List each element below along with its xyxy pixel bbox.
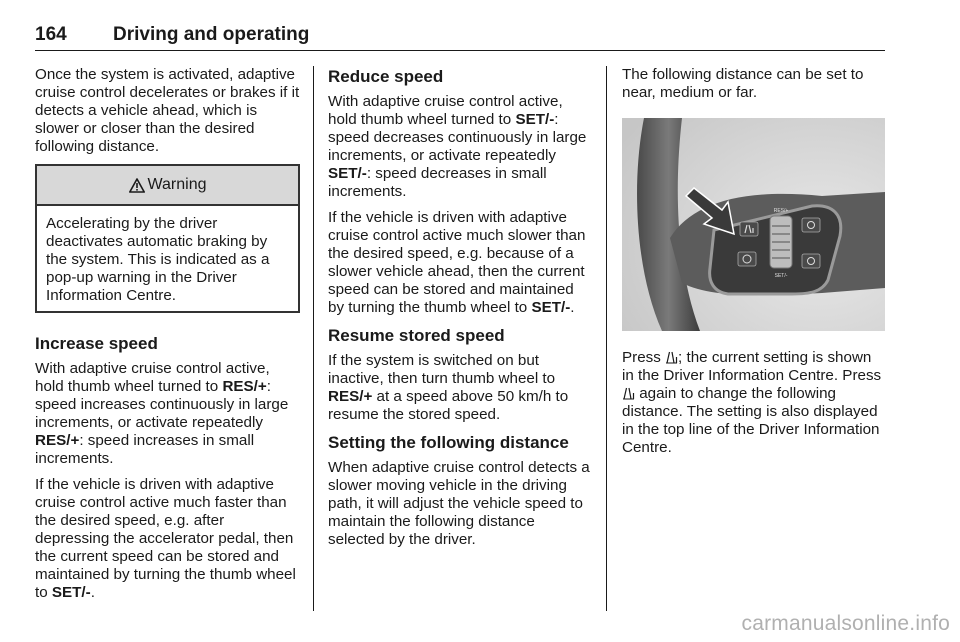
reduce-speed-p2: If the vehicle is driven with adaptive cruise control active much slower than the desired speed, e.g. because of a slower vehicle ahead, then the current speed can be stored and maintained by turning the thumb wheel to SET/-.: [328, 209, 586, 316]
header-rule: [35, 50, 885, 51]
reduce-speed-heading: Reduce speed: [328, 67, 444, 86]
following-distance-icon: [622, 386, 635, 400]
set-label: SET/-: [774, 273, 788, 279]
increase-speed-heading: Increase speed: [35, 334, 158, 353]
resume-speed-p1: If the system is switched on but inactive, then turn thumb wheel to RES/+ at a speed above 50 km/h to resume the stored speed.: [328, 352, 569, 423]
distance-button: [740, 222, 758, 236]
warning-text: Accelerating by the driver deactivates automatic braking by the system. This is indicated as a pop-up warning in the Driver Information Centre.: [46, 215, 270, 304]
res-label: RES/+: [773, 208, 789, 214]
cancel-button: [802, 254, 820, 268]
resume-speed-heading: Resume stored speed: [328, 326, 505, 345]
warning-header: [37, 166, 298, 206]
steering-wheel-image: [622, 118, 885, 331]
column-2: [328, 66, 593, 557]
increase-speed-p1: With adaptive cruise control active, hold thumb wheel turned to RES/+: speed increases continuously in large increments, or activate repeatedly RES/+: speed increases in small increments.: [35, 360, 289, 467]
page-number: 164: [35, 24, 67, 45]
distance-intro: The following distance can be set to near, medium or far.: [622, 66, 864, 101]
following-distance-heading: Setting the following distance: [328, 433, 569, 452]
watermark: carmanualsonline.info: [741, 612, 950, 635]
column-3: [622, 66, 887, 465]
column-divider-2: [606, 66, 607, 611]
following-distance-p1: When adaptive cruise control detects a slower moving vehicle in the driving path, it will adjust the vehicle speed to maintain the following distance selected by the driver.: [328, 459, 590, 548]
intro-paragraph: Once the system is activated, adaptive cruise control decelerates or brakes if it detects a vehicle ahead, which is slower or closer than the desired following distance.: [35, 66, 300, 155]
column-1: [35, 66, 300, 610]
section-title: Driving and operating: [113, 24, 310, 45]
page-header: [35, 24, 885, 50]
increase-speed-p2: If the vehicle is driven with adaptive cruise control active much faster than the desired speed, e.g. after depressing the accelerator pedal, then the current speed can be stored and maintained by turning the thumb wheel to SET/-.: [35, 476, 296, 601]
warning-icon: [129, 178, 145, 193]
following-distance-icon: [665, 350, 678, 364]
column-divider-1: [313, 66, 314, 611]
reduce-speed-p1: With adaptive cruise control active, hold thumb wheel turned to SET/-: speed decreases continuously in large increments, or activate repeatedly SET/-: speed decreases in small increments.: [328, 93, 587, 200]
warning-box: [35, 164, 300, 313]
limiter-button: [802, 218, 820, 232]
warning-title: Warning: [147, 176, 207, 193]
distance-instructions: Press ; the current setting is shown in the Driver Information Centre. Press again to change the following distance. The setting is also displayed in the top line of the Driver Information Centre.: [622, 349, 882, 456]
cruise-on-off-button: [738, 252, 756, 266]
